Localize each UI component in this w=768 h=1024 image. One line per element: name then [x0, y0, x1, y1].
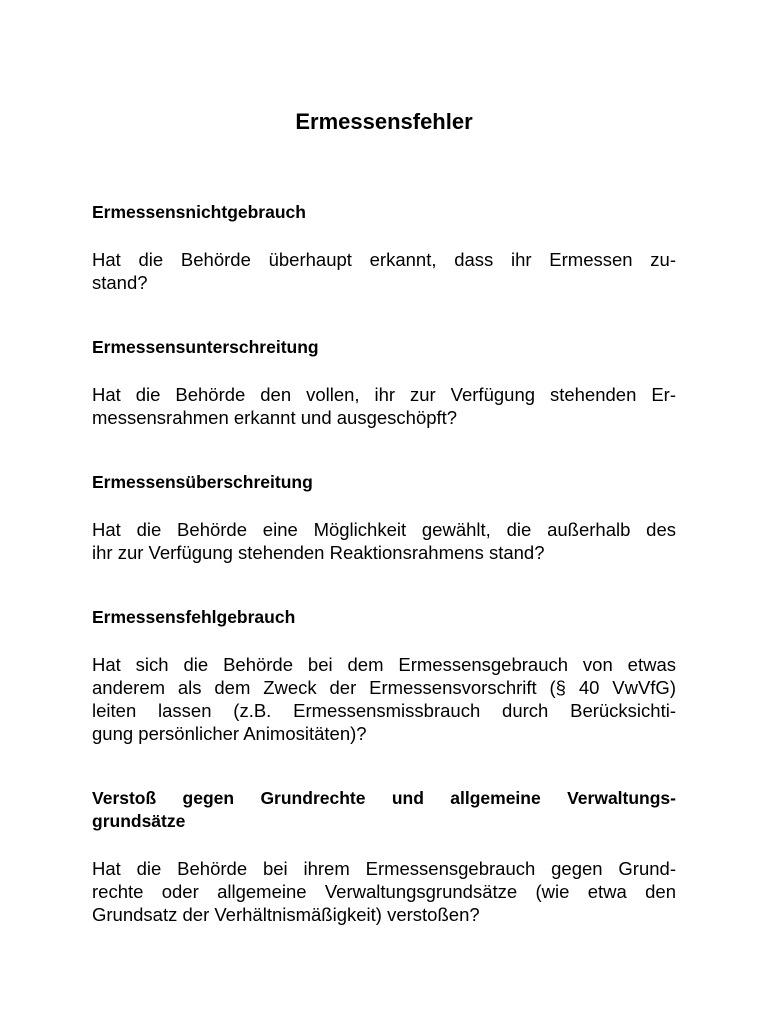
section-text [92, 248, 676, 294]
page-title: Ermessensfehler [295, 109, 473, 134]
text-line: Hat sich die Behörde bei dem Ermessensgebrauch von etwas [92, 654, 676, 675]
text-line: Hat die Behörde überhaupt erkannt, dass ihr Ermessen zu- [92, 249, 676, 270]
section-text [92, 518, 676, 564]
text-line: Hat die Behörde bei ihrem Ermessensgebrauch gegen Grund- [92, 858, 676, 879]
section-heading: Ermessensnichtgebrauch [92, 202, 306, 222]
text-line: messensrahmen erkannt und ausgeschöpft? [92, 407, 458, 428]
section-grundrechte-verstoss [92, 787, 676, 926]
text-line: anderem als dem Zweck der Ermessensvorschrift (§ 40 VwVfG) [92, 677, 676, 698]
text-line: rechte oder allgemeine Verwaltungsgrundsätze (wie etwa den [92, 881, 676, 902]
text-line: Hat die Behörde den vollen, ihr zur Verfügung stehenden Er- [92, 384, 676, 405]
section-text [92, 857, 676, 926]
section-text [92, 383, 676, 429]
text-line: leiten lassen (z.B. Ermessensmissbrauch durch Berücksichti- [92, 700, 676, 721]
section-heading: Ermessensfehlgebrauch [92, 607, 296, 627]
section-heading: Ermessensunterschreitung [92, 337, 319, 357]
section-heading: Ermessensüberschreitung [92, 472, 313, 492]
section-ermessensunterschreitung [92, 336, 676, 429]
text-line: stand? [92, 272, 148, 293]
section-ermessensueberschreitung [92, 471, 676, 564]
text-line: Grundsatz der Verhältnismäßigkeit) verstoßen? [92, 904, 480, 925]
heading-line: Verstoß gegen Grundrechte und allgemeine Verwaltungs- [92, 788, 676, 808]
section-ermessensnichtgebrauch [92, 201, 676, 294]
section-text [92, 653, 676, 745]
section-heading [92, 787, 676, 833]
text-line: gung persönlicher Animositäten)? [92, 723, 367, 744]
section-ermessensfehlgebrauch [92, 606, 676, 745]
heading-line: grundsätze [92, 811, 186, 831]
text-line: ihr zur Verfügung stehenden Reaktionsrahmens stand? [92, 542, 545, 563]
text-line: Hat die Behörde eine Möglichkeit gewählt, die außerhalb des [92, 519, 676, 540]
